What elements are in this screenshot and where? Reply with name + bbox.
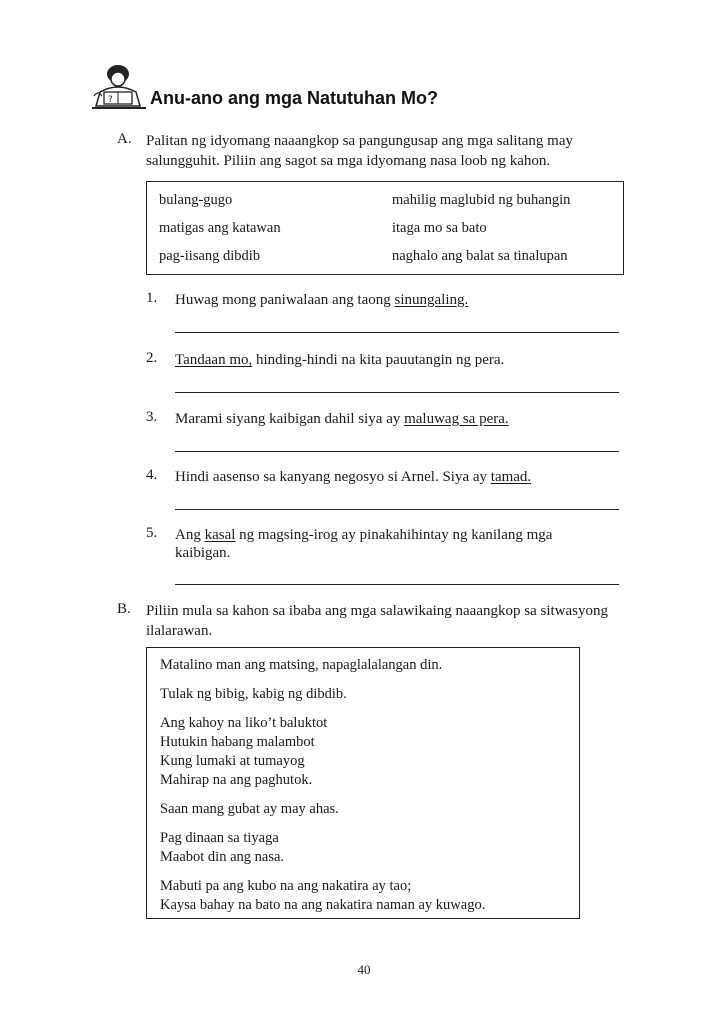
section-a-instruction-line1: Palitan ng idyomang naaangkop sa pangungusap ang mga salitang may: [146, 133, 573, 149]
page-title: Anu-ano ang mga Natutuhan Mo?: [150, 88, 438, 108]
proverb-line: Tulak ng bibig, kabig ng dibdib.: [160, 686, 347, 702]
proverb-line: Ang kahoy na liko’t baluktot: [160, 715, 328, 731]
item-sentence: [175, 409, 509, 429]
idiom-choice: pag-iisang dibdib: [159, 248, 261, 264]
sentence-text: Marami siyang kaibigan dahil siya ay: [175, 411, 405, 427]
item-number: 1.: [146, 290, 158, 306]
idiom-choice: matigas ang katawan: [159, 220, 281, 236]
proverb-line: Matalino man ang matsing, napaglalalangan din.: [160, 657, 443, 673]
answer-line[interactable]: [175, 332, 619, 333]
underlined-phrase: kasal: [204, 527, 236, 543]
item-sentence: [175, 467, 531, 487]
answer-line[interactable]: [175, 451, 619, 452]
proverb-line: Pag dinaan sa tiyaga: [160, 830, 279, 846]
answer-line[interactable]: [175, 584, 619, 585]
section-a-instruction-line2: salungguhit. Piliin ang sagot sa mga idyomang nasa loob ng kahon.: [146, 153, 551, 169]
underlined-phrase: sinungaling.: [394, 292, 469, 308]
sentence-text: Ang: [175, 527, 205, 543]
idiom-choice: itaga mo sa bato: [392, 220, 487, 236]
answer-line[interactable]: [175, 509, 619, 510]
item-sentence-line2: kaibigan.: [175, 545, 231, 561]
proverb-line: Mahirap na ang paghutok.: [160, 772, 313, 788]
section-a-letter: A.: [117, 131, 132, 147]
item-number: 2.: [146, 350, 158, 366]
item-sentence: [175, 350, 504, 370]
underlined-phrase: tamad.: [490, 469, 532, 485]
sentence-text: ng magsing-irog ay pinakahihintay ng kanilang mga: [235, 527, 553, 543]
item-sentence: [175, 525, 552, 545]
proverb-line: Saan mang gubat ay may ahas.: [160, 801, 339, 817]
item-number: 4.: [146, 467, 158, 483]
idiom-choice-box: [146, 181, 624, 275]
answer-line[interactable]: [175, 392, 619, 393]
underlined-phrase: maluwag sa pera.: [404, 411, 509, 427]
idiom-choice: mahilig maglubid ng buhangin: [392, 192, 571, 208]
underlined-phrase: Tandaan mo,: [175, 352, 253, 368]
proverb-line: Hutukin habang malambot: [160, 734, 315, 750]
proverb-line: Kung lumaki at tumayog: [160, 753, 305, 769]
idiom-choice: naghalo ang balat sa tinalupan: [392, 248, 568, 264]
item-number: 5.: [146, 525, 158, 541]
sentence-text: Huwag mong paniwalaan ang taong: [175, 292, 395, 308]
proverb-line: Kaysa bahay na bato na ang nakatira naman ay kuwago.: [160, 897, 486, 913]
proverb-line: Maabot din ang nasa.: [160, 849, 285, 865]
item-number: 3.: [146, 409, 158, 425]
proverb-line: Mabuti pa ang kubo na ang nakatira ay tao;: [160, 878, 412, 894]
idiom-choice: bulang-gugo: [159, 192, 233, 208]
section-b-instruction-line2: ilalarawan.: [146, 623, 213, 639]
section-b-instruction-line1: Piliin mula sa kahon sa ibaba ang mga salawikaing naaangkop sa sitwasyong: [146, 603, 608, 619]
section-b-letter: B.: [117, 601, 131, 617]
sentence-text: Hindi aasenso sa kanyang negosyo si Arnel. Siya ay: [175, 469, 491, 485]
proverb-choice-box: [146, 647, 580, 919]
page-number: 40: [357, 962, 371, 977]
student-reading-icon: [90, 62, 150, 112]
item-sentence: [175, 290, 468, 310]
sentence-text: hinding-hindi na kita pauutangin ng pera.: [252, 352, 505, 368]
svg-text:?: ?: [108, 95, 113, 105]
